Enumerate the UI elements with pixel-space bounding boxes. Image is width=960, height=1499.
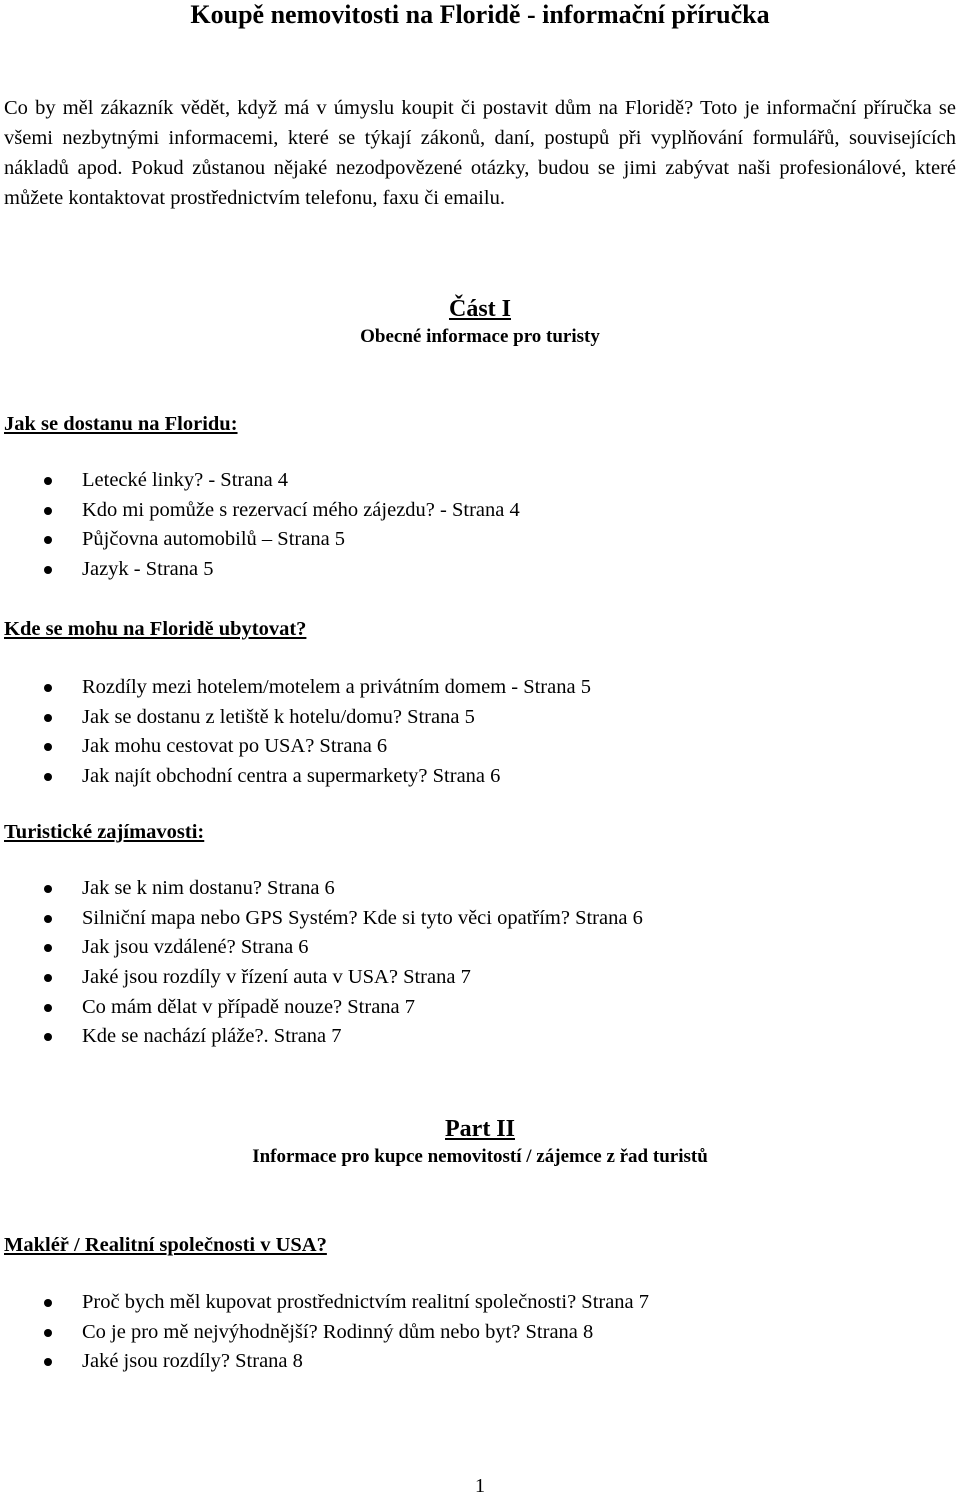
bullet-icon: [44, 714, 52, 722]
list-item-text: Kde se nachází pláže?. Strana 7: [82, 1025, 342, 1048]
list-item-text: Co mám dělat v případě nouze? Strana 7: [82, 995, 416, 1018]
bullet-icon: [44, 773, 52, 781]
section-heading-accommodation: Kde se mohu na Floridě ubytovat?: [4, 618, 307, 640]
list-attractions: [0, 874, 643, 1052]
bullet-icon: [44, 743, 52, 751]
list-item: [0, 933, 643, 963]
list-item-text: Silniční mapa nebo GPS Systém? Kde si tyto věci opatřím? Strana 6: [82, 906, 643, 929]
bullet-icon: [44, 477, 52, 485]
list-item: [0, 496, 520, 526]
bullet-icon: [44, 566, 52, 574]
list-item-text: Jaké jsou rozdíly? Strana 8: [82, 1350, 303, 1373]
document-title: Koupě nemovitosti na Floridě - informační příručka: [190, 0, 770, 29]
page-number: 1: [474, 1475, 486, 1497]
list-item-text: Co je pro mě nejvýhodnější? Rodinný dům nebo byt? Strana 8: [82, 1320, 594, 1343]
list-getting-to-florida: [0, 466, 520, 585]
list-item-text: Půjčovna automobilů – Strana 5: [82, 528, 346, 551]
list-item: [0, 993, 643, 1023]
list-item-text: Jak se dostanu z letiště k hotelu/domu? Strana 5: [82, 705, 475, 728]
part-1-subtitle: Obecné informace pro turisty: [360, 326, 600, 347]
list-item-text: Letecké linky? - Strana 4: [82, 469, 289, 491]
bullet-icon: [44, 684, 52, 692]
list-item: [0, 1318, 649, 1348]
list-item: [0, 1347, 649, 1377]
list-item-text: Jazyk - Strana 5: [82, 558, 214, 581]
list-item: [0, 703, 591, 733]
intro-paragraph: Co by měl zákazník vědět, když má v úmyslu koupit či postavit dům na Floridě? Toto je informační příručka se všemi nezbytnými informacemi, které se týkají zákonů, daní, postupů při vyplňování formulářů, souvisejících nákladů apod. Pokud zůstanou nějaké nezodpovězené otázky, budou se jimi zabývat naši profesionálové, které můžete kontaktovat prostřednictvím telefonu, faxu či emailu.: [4, 97, 956, 209]
list-item-text: Proč bych měl kupovat prostřednictvím realitní společnosti? Strana 7: [82, 1291, 650, 1313]
list-brokers: [0, 1288, 649, 1377]
list-item: [0, 762, 591, 792]
list-item-text: Jak jsou vzdálené? Strana 6: [82, 936, 309, 959]
bullet-icon: [44, 1358, 52, 1366]
bullet-icon: [44, 1033, 52, 1041]
list-item-text: Jak najít obchodní centra a supermarkety? Strana 6: [82, 765, 501, 788]
list-item: [0, 963, 643, 993]
list-item-text: Rozdíly mezi hotelem/motelem a privátním domem - Strana 5: [82, 676, 591, 698]
list-item-text: Jak mohu cestovat po USA? Strana 6: [82, 735, 388, 758]
section-heading-attractions: Turistické zajímavosti:: [4, 821, 205, 843]
section-heading-brokers: Makléř / Realitní společnosti v USA?: [4, 1234, 327, 1256]
list-accommodation: [0, 673, 591, 792]
list-item: [0, 525, 520, 555]
list-item: [0, 466, 520, 496]
part-2-title: Part II: [445, 1116, 515, 1142]
bullet-icon: [44, 974, 52, 982]
list-item: [0, 904, 643, 934]
list-item-text: Jaké jsou rozdíly v řízení auta v USA? Strana 7: [82, 966, 471, 989]
list-item-text: Jak se k nim dostanu? Strana 6: [82, 877, 335, 899]
bullet-icon: [44, 944, 52, 952]
bullet-icon: [44, 1299, 52, 1307]
list-item: [0, 1288, 649, 1318]
bullet-icon: [44, 1004, 52, 1012]
part-2-subtitle: Informace pro kupce nemovitostí / zájemce z řad turistů: [252, 1146, 708, 1167]
bullet-icon: [44, 1329, 52, 1337]
bullet-icon: [44, 507, 52, 515]
section-heading-getting-to-florida: Jak se dostanu na Floridu:: [4, 413, 238, 435]
bullet-icon: [44, 915, 52, 923]
list-item: [0, 874, 643, 904]
list-item: [0, 1022, 643, 1052]
list-item: [0, 555, 520, 585]
part-1-title: Část I: [448, 296, 511, 322]
bullet-icon: [44, 885, 52, 893]
list-item: [0, 732, 591, 762]
list-item: [0, 673, 591, 703]
list-item-text: Kdo mi pomůže s rezervací mého zájezdu? - Strana 4: [82, 498, 520, 521]
bullet-icon: [44, 536, 52, 544]
